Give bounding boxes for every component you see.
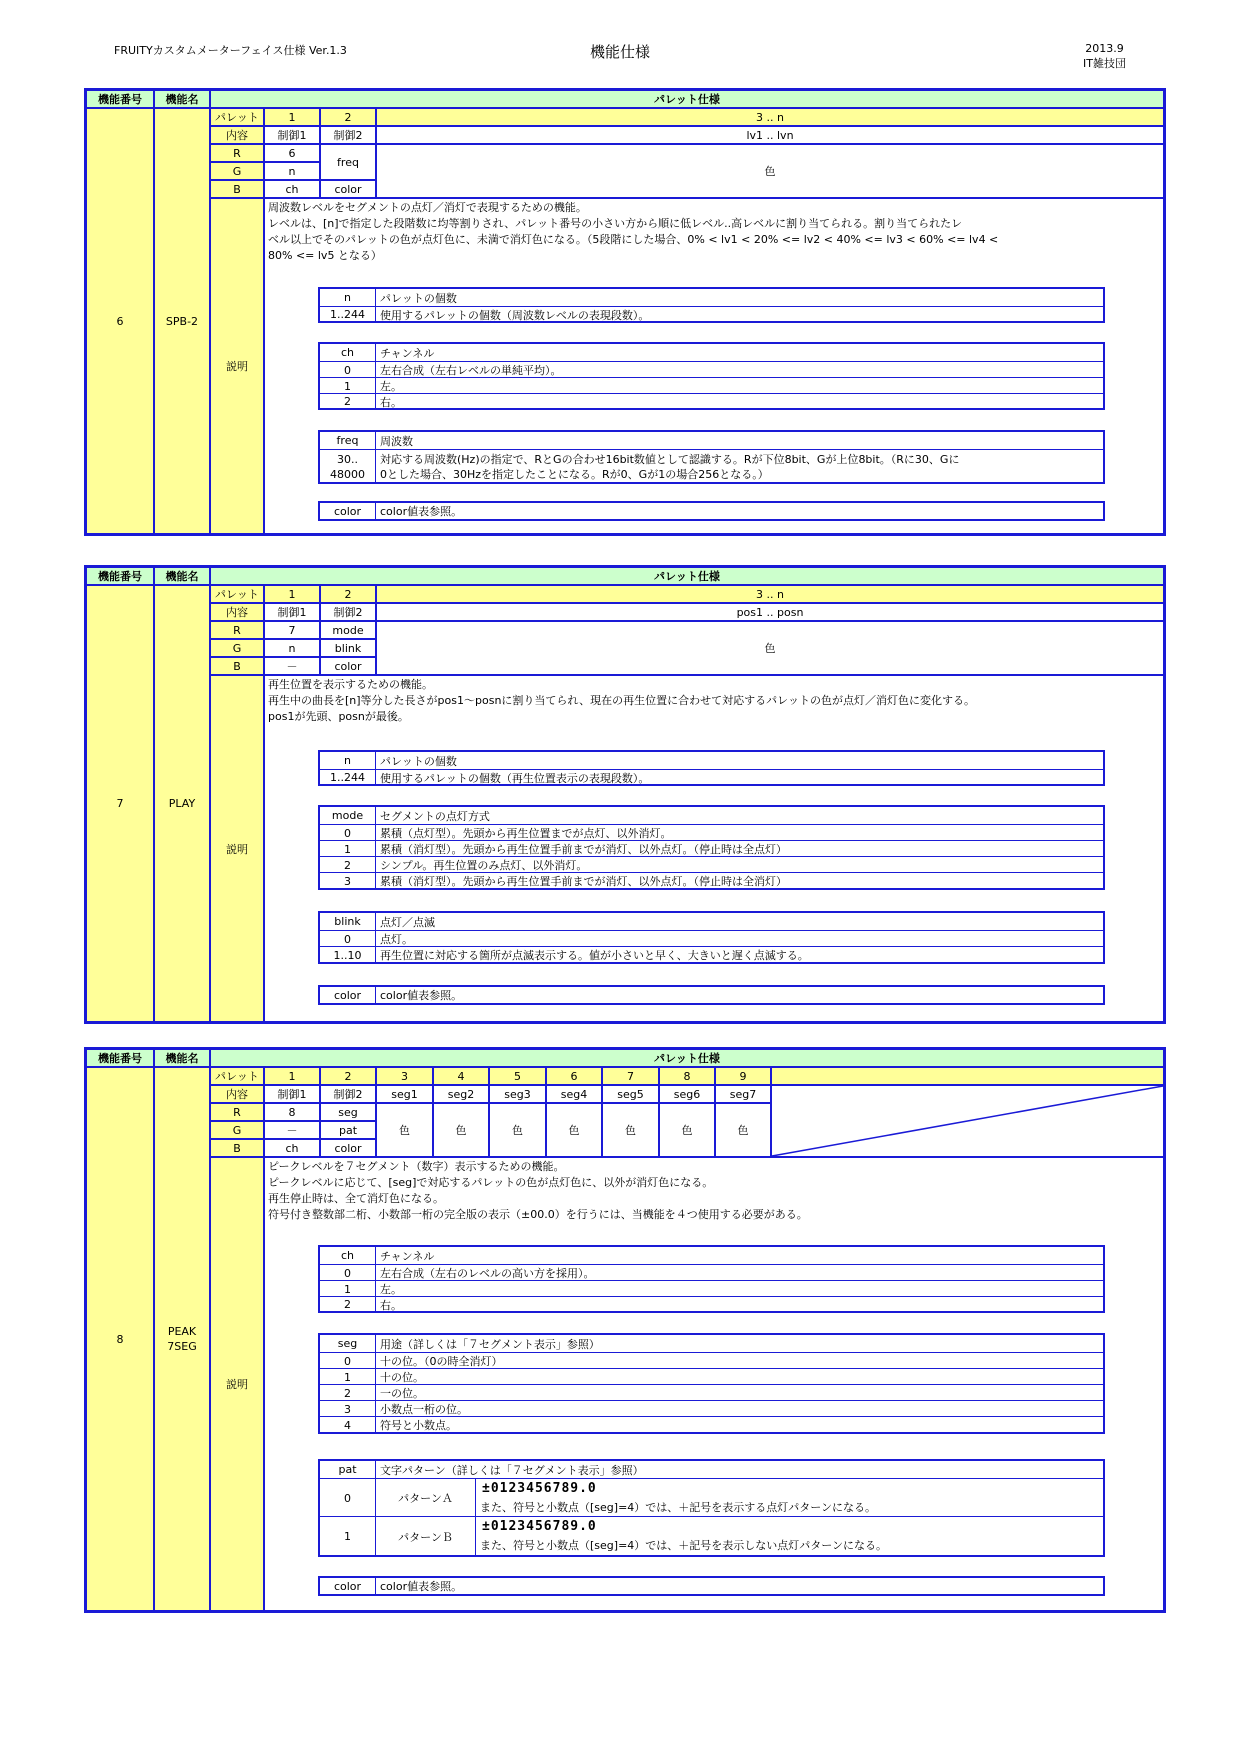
param-key: 1 <box>320 378 376 394</box>
param-value: 使用するパレットの個数（周波数レベルの表現段数）。 <box>380 308 650 322</box>
r-1: 7 <box>264 621 320 639</box>
function-no: 7 <box>86 585 154 1022</box>
palette-blank <box>771 1067 1164 1085</box>
palette-1: 1 <box>264 1067 320 1085</box>
function-7-block <box>84 565 1166 1024</box>
desc-line: 符号付き整数部二桁、小数部一桁の完全版の表示（±00.0）を行うには、当機能を４つ使用する必要がある。 <box>268 1208 808 1221</box>
param-key: 0 <box>320 1353 376 1369</box>
palette-label: パレット <box>210 585 264 603</box>
palette-7: 7 <box>602 1067 659 1085</box>
param-value: 使用するパレットの個数（再生位置表示の表現段数）。 <box>380 771 650 785</box>
palette-label: パレット <box>210 1067 264 1085</box>
palette-2: 2 <box>320 585 376 603</box>
palette-9: 9 <box>715 1067 771 1085</box>
param-value: チャンネル <box>380 1249 435 1263</box>
palette-1: 1 <box>264 585 320 603</box>
function-name: SPB-2 <box>154 108 210 534</box>
palette-2: 2 <box>320 108 376 126</box>
param-key: 3 <box>320 1401 376 1417</box>
param-key: 0 <box>320 1265 376 1281</box>
freq-key-line: 48000 <box>330 467 365 481</box>
function-6-block <box>84 88 1166 536</box>
g-label: G <box>210 639 264 657</box>
param-key: color <box>320 987 376 1003</box>
doc-org: IT雑技団 <box>1083 57 1126 70</box>
param-key: 2 <box>320 857 376 873</box>
param-key: mode <box>320 807 376 824</box>
param-key: blink <box>320 913 376 930</box>
param-ch-table <box>318 342 1105 410</box>
desc-line: 再生停止時は、全て消灯色になる。 <box>268 1192 444 1205</box>
param-key: 2 <box>320 1297 376 1312</box>
rg-2: freq <box>320 144 376 180</box>
b-1: ch <box>264 1139 320 1157</box>
col-function-no: 機能番号 <box>86 1049 154 1067</box>
content-1: 制御1 <box>264 1085 320 1103</box>
seg1-color: 色 <box>376 1103 433 1157</box>
palette-1: 1 <box>264 108 320 126</box>
palette-6: 6 <box>546 1067 602 1085</box>
r-1: 6 <box>264 144 320 162</box>
col-function-no: 機能番号 <box>86 90 154 108</box>
g-2: pat <box>320 1121 376 1139</box>
param-n-table <box>318 287 1105 323</box>
param-value <box>380 450 1101 483</box>
content-1: 制御1 <box>264 603 320 621</box>
param-value: パレットの個数 <box>380 754 457 768</box>
b-1: － <box>264 657 320 675</box>
palette-4: 4 <box>433 1067 489 1085</box>
freq-desc-line: 対応する周波数(Hz)の指定で、RとGの合わせ16bit数値として認識する。Rが下位8bit、Gが上位8bit。（Rに30、Gに <box>380 452 960 466</box>
param-value: 十の位。 <box>380 1371 424 1384</box>
param-value: 点灯／点滅 <box>380 915 435 929</box>
color-word: 色 <box>376 144 1164 198</box>
param-value: 累積（消灯型）。先頭から再生位置手前までが消灯、以外点灯。（停止時は全点灯） <box>380 843 787 856</box>
param-value: 左右合成（左右のレベルの高い方を採用）。 <box>380 1267 595 1280</box>
param-value: 符号と小数点。 <box>380 1419 457 1432</box>
page-title: 機能仕様 <box>589 43 650 61</box>
desc-line: 再生位置を表示するための機能。 <box>268 678 433 691</box>
r-1: 8 <box>264 1103 320 1121</box>
param-key: 0 <box>320 931 376 947</box>
param-key: ch <box>320 1247 376 1264</box>
param-blink-table <box>318 911 1105 964</box>
doc-subtitle: FRUITYカスタムメーターフェイス仕様 Ver.1.3 <box>114 44 347 57</box>
param-value: 十の位。（0の時全消灯） <box>380 1355 503 1368</box>
palette-8: 8 <box>659 1067 715 1085</box>
content-seg4: seg4 <box>546 1085 602 1103</box>
param-key: n <box>320 289 376 306</box>
b-label: B <box>210 657 264 675</box>
explain-label: 説明 <box>210 198 264 534</box>
desc-line: レベルは、[n]で指定した段階数に均等割りされ、パレット番号の小さい方から順に低レベル..高レベルに割り当てられる。割り当てられたレ <box>268 217 963 230</box>
param-key: pat <box>320 1461 376 1478</box>
param-key: 4 <box>320 1417 376 1433</box>
param-key: 1..10 <box>320 947 376 963</box>
r-2: seg <box>320 1103 376 1121</box>
explain-label: 説明 <box>210 675 264 1022</box>
param-color-table <box>318 1576 1105 1596</box>
b-2: color <box>320 657 376 675</box>
param-key: 1 <box>320 1517 376 1556</box>
g-2: blink <box>320 639 376 657</box>
function-name-line: PEAK <box>167 1325 197 1338</box>
param-value: 右。 <box>380 395 402 409</box>
param-value: 左右合成（左右レベルの単純平均）。 <box>380 364 562 377</box>
param-value: シンプル。再生位置のみ点灯、以外消灯。 <box>380 859 588 872</box>
col-function-name: 機能名 <box>154 90 210 108</box>
param-value: 文字パターン（詳しくは「７セグメント表示」参照） <box>380 1463 644 1477</box>
content-label: 内容 <box>210 126 264 144</box>
function-no: 8 <box>86 1067 154 1611</box>
param-value: セグメントの点灯方式 <box>380 809 490 823</box>
function-name-line: 7SEG <box>167 1340 197 1353</box>
g-1: － <box>264 1121 320 1139</box>
content-1: 制御1 <box>264 126 320 144</box>
pattern-name: パターンＢ <box>376 1517 476 1556</box>
function-name <box>154 1067 210 1611</box>
pattern-a-glyphs: ±0123456789.0 <box>482 1481 597 1496</box>
r-label: R <box>210 1103 264 1121</box>
param-key: ch <box>320 344 376 361</box>
seg6-color: 色 <box>659 1103 715 1157</box>
param-value: 左。 <box>380 380 402 393</box>
param-key: 3 <box>320 873 376 889</box>
desc-line: ピークレベルに応じて、[seg]で対応するパレットの色が点灯色に、以外が消灯色になる。 <box>268 1176 714 1189</box>
param-value: 周波数 <box>380 434 413 448</box>
palette-label: パレット <box>210 108 264 126</box>
param-key: 1 <box>320 841 376 857</box>
param-key: 1 <box>320 1369 376 1385</box>
param-key: 2 <box>320 394 376 409</box>
content-seg5: seg5 <box>602 1085 659 1103</box>
doc-date: 2013.9 <box>1085 42 1124 55</box>
desc-line: ピークレベルを７セグメント（数字）表示するための機能。 <box>268 1160 565 1173</box>
param-pat-table <box>318 1459 1105 1557</box>
pattern-b-note: また、符号と小数点（[seg]=4）では、＋記号を表示しない点灯パターンになる。 <box>480 1539 888 1552</box>
explain-label: 説明 <box>210 1157 264 1611</box>
content-seg3: seg3 <box>489 1085 546 1103</box>
param-value: 累積（点灯型）。先頭から再生位置までが点灯、以外消灯。 <box>380 827 672 840</box>
param-color-table <box>318 501 1105 521</box>
param-key: color <box>320 503 376 519</box>
palette-3n: 3 .. n <box>376 108 1164 126</box>
r-label: R <box>210 621 264 639</box>
description <box>268 200 1158 264</box>
description <box>268 677 1158 725</box>
freq-key-line: 30.. <box>337 452 358 466</box>
content-label: 内容 <box>210 603 264 621</box>
color-word: 色 <box>376 621 1164 675</box>
param-key: 1..244 <box>320 307 376 322</box>
content-seg1: seg1 <box>376 1085 433 1103</box>
function-8-block <box>84 1047 1166 1613</box>
r-2: mode <box>320 621 376 639</box>
pattern-name: パターンＡ <box>376 1479 476 1517</box>
col-palette-spec: パレット仕様 <box>210 90 1164 108</box>
function-no: 6 <box>86 108 154 534</box>
param-value: 一の位。 <box>380 1387 424 1400</box>
palette-3: 3 <box>376 1067 433 1085</box>
param-key: 2 <box>320 1385 376 1401</box>
param-value: color値表参照。 <box>380 989 463 1002</box>
param-value: 小数点一桁の位。 <box>380 1403 468 1416</box>
content-label: 内容 <box>210 1085 264 1103</box>
g-label: G <box>210 162 264 180</box>
g-label: G <box>210 1121 264 1139</box>
param-key <box>320 450 376 483</box>
content-3n: pos1 .. posn <box>376 603 1164 621</box>
b-2: color <box>320 180 376 198</box>
param-mode-table <box>318 805 1105 890</box>
content-2: 制御2 <box>320 126 376 144</box>
desc-line: 周波数レベルをセグメントの点灯／消灯で表現するための機能。 <box>268 201 587 214</box>
param-key: 1..244 <box>320 770 376 785</box>
param-value: チャンネル <box>380 346 435 360</box>
content-seg2: seg2 <box>433 1085 489 1103</box>
content-3n: lv1 .. lvn <box>376 126 1164 144</box>
desc-line: pos1が先頭、posnが最後。 <box>268 710 409 723</box>
col-function-name: 機能名 <box>154 567 210 585</box>
seg2-color: 色 <box>433 1103 489 1157</box>
desc-line: 再生中の曲長を[n]等分した長さがpos1～posnに割り当てられ、現在の再生位置に合わせて対応するパレットの色が点灯／消灯色に変化する。 <box>268 694 975 707</box>
b-label: B <box>210 1139 264 1157</box>
param-value: color値表参照。 <box>380 505 463 518</box>
content-2: 制御2 <box>320 603 376 621</box>
description <box>268 1159 1158 1223</box>
param-key: n <box>320 752 376 769</box>
pattern-b-glyphs: ±0123456789.0 <box>482 1519 597 1534</box>
col-function-no: 機能番号 <box>86 567 154 585</box>
param-n-table <box>318 750 1105 786</box>
b-1: ch <box>264 180 320 198</box>
param-key: 0 <box>320 1479 376 1517</box>
param-freq-table <box>318 430 1105 484</box>
b-2: color <box>320 1139 376 1157</box>
content-seg7: seg7 <box>715 1085 771 1103</box>
param-key: 1 <box>320 1281 376 1297</box>
seg4-color: 色 <box>546 1103 602 1157</box>
desc-line: ベル以上でそのパレットの色が点灯色に、未満で消灯色になる。（5段階にした場合、0% < lv1 < 20% <= lv2 < 40% <= lv3 < 60% <= lv4 < <box>268 233 999 246</box>
param-value: 累積（消灯型）。先頭から再生位置手前までが消灯、以外点灯。（停止時は全消灯） <box>380 875 787 888</box>
palette-5: 5 <box>489 1067 546 1085</box>
param-value: color値表参照。 <box>380 1580 463 1593</box>
header-meta <box>1083 41 1126 71</box>
param-key: 0 <box>320 825 376 841</box>
freq-desc-line: 0とした場合、30Hzを指定したことになる。Rが0、Gが1の場合256となる。） <box>380 467 769 481</box>
r-label: R <box>210 144 264 162</box>
col-palette-spec: パレット仕様 <box>210 567 1164 585</box>
param-key: seg <box>320 1335 376 1352</box>
content-seg6: seg6 <box>659 1085 715 1103</box>
seg5-color: 色 <box>602 1103 659 1157</box>
param-value: 点灯。 <box>380 933 413 946</box>
param-value: 右。 <box>380 1298 402 1312</box>
seg3-color: 色 <box>489 1103 546 1157</box>
param-value: 再生位置に対応する箇所が点滅表示する。値が小さいと早く、大きいと遅く点滅する。 <box>380 949 809 962</box>
param-key: color <box>320 1578 376 1594</box>
param-value: 左。 <box>380 1283 402 1296</box>
param-key: freq <box>320 432 376 449</box>
desc-line: 80% <= lv5 となる） <box>268 249 382 262</box>
param-key: 0 <box>320 362 376 378</box>
param-seg-table <box>318 1333 1105 1434</box>
param-value: 用途（詳しくは「７セグメント表示」参照） <box>380 1337 600 1351</box>
palette-3n: 3 .. n <box>376 585 1164 603</box>
b-label: B <box>210 180 264 198</box>
g-1: n <box>264 162 320 180</box>
param-value: パレットの個数 <box>380 291 457 305</box>
diagonal-strike <box>771 1085 1164 1157</box>
function-name: PLAY <box>154 585 210 1022</box>
col-function-name: 機能名 <box>154 1049 210 1067</box>
pattern-a-note: また、符号と小数点（[seg]=4）では、＋記号を表示する点灯パターンになる。 <box>480 1501 877 1514</box>
g-1: n <box>264 639 320 657</box>
param-ch-table <box>318 1245 1105 1313</box>
content-2: 制御2 <box>320 1085 376 1103</box>
seg7-color: 色 <box>715 1103 771 1157</box>
param-color-table <box>318 985 1105 1005</box>
palette-2: 2 <box>320 1067 376 1085</box>
col-palette-spec: パレット仕様 <box>210 1049 1164 1067</box>
